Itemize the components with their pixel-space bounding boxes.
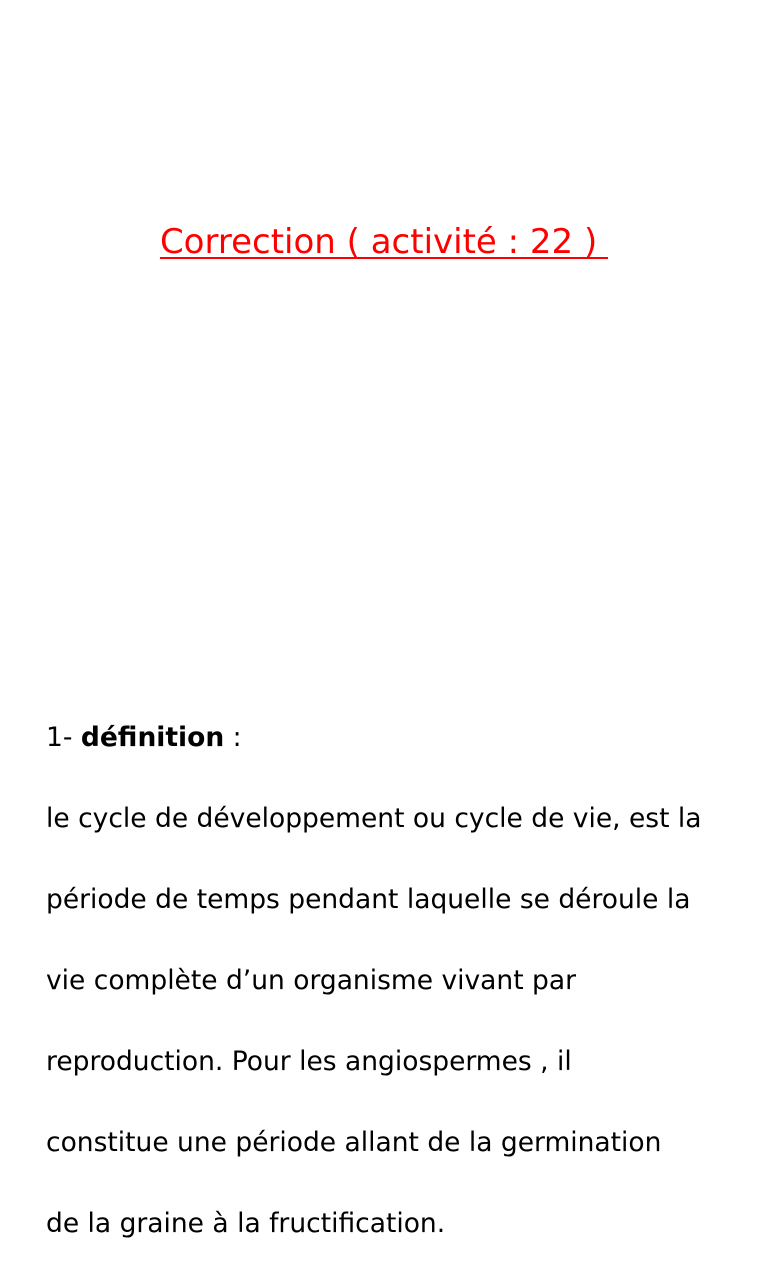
- heading-separator: :: [224, 722, 241, 753]
- section-number: 1-: [46, 722, 81, 753]
- definition-term: définition: [81, 722, 224, 753]
- definition-heading: [46, 718, 736, 759]
- slide-title: Correction ( activité : 22 ): [0, 220, 768, 264]
- definition-line: période de temps pendant laquelle se déroule la: [46, 880, 736, 921]
- definition-line: reproduction. Pour les angiospermes , il: [46, 1042, 736, 1083]
- definition-line: vie complète d’un organisme vivant par: [46, 961, 736, 1002]
- definition-line: constitue une période allant de la germination: [46, 1123, 736, 1164]
- definition-line: le cycle de développement ou cycle de vie, est la: [46, 799, 736, 840]
- definition-text: [46, 759, 736, 1285]
- definition-line: de la graine à la fructification.: [46, 1204, 736, 1245]
- definition-section: [46, 718, 736, 1285]
